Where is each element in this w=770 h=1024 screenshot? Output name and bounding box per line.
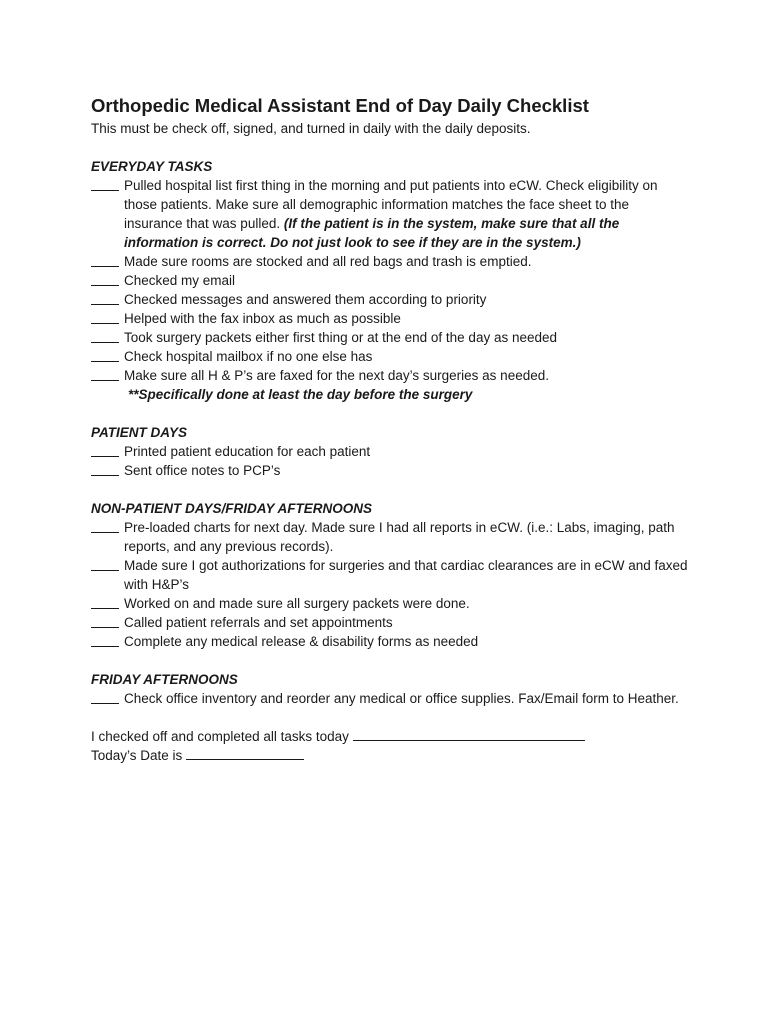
task-item [91,290,691,309]
checkbox-blank[interactable] [91,518,119,533]
task-text: Checked messages and answered them according to priority [124,292,487,307]
date-line [91,746,691,765]
page-title: Orthopedic Medical Assistant End of Day Daily Checklist [91,95,589,116]
task-text: Check hospital mailbox if no one else has [124,349,373,364]
checkbox-blank[interactable] [91,689,119,704]
task-text: Took surgery packets either first thing or at the end of the day as needed [124,330,558,345]
checkbox-blank[interactable] [91,328,119,343]
section-heading: NON-PATIENT DAYS/FRIDAY AFTERNOONS [91,501,373,516]
checkbox-blank[interactable] [91,632,119,647]
task-item [91,442,691,461]
checkbox-blank[interactable] [91,309,119,324]
checkbox-blank[interactable] [91,290,119,305]
task-item [91,556,691,594]
task-note: **Specifically done at least the day before the surgery [128,387,473,402]
section-everyday-tasks [91,157,691,404]
task-text: Pre-loaded charts for next day. Made sure I had all reports in eCW. (i.e.: Labs, imaging, path reports, and any previous records). [124,520,675,554]
completion-label: I checked off and completed all tasks today [91,729,349,744]
task-item [91,613,691,632]
task-text: Called patient referrals and set appointments [124,615,393,630]
section-patient-days [91,423,691,480]
section-heading: FRIDAY AFTERNOONS [91,672,238,687]
checkbox-blank[interactable] [91,347,119,362]
checkbox-blank[interactable] [91,461,119,476]
task-item [91,518,691,556]
task-text: Made sure rooms are stocked and all red bags and trash is emptied. [124,254,532,269]
task-text: Pulled hospital list first thing in the morning and put patients into eCW. Check eligibility on those patients. Make sure all demographic information matches the face sheet to the insurance that was pulled. [124,178,658,231]
checkbox-blank[interactable] [91,613,119,628]
task-item [91,309,691,328]
signoff-block [91,727,691,765]
task-item [91,271,691,290]
task-item [91,252,691,271]
checkbox-blank[interactable] [91,442,119,457]
task-text: Check office inventory and reorder any medical or office supplies. Fax/Email form to Heather. [124,691,679,706]
task-emphasis: (If the patient is in the system, make sure that all the information is correct. Do not just look to see if they are in the system.) [124,216,620,250]
checkbox-blank[interactable] [91,556,119,571]
section-heading: PATIENT DAYS [91,425,188,440]
date-field[interactable] [186,746,304,760]
date-label: Today’s Date is [91,748,183,763]
section-heading: EVERYDAY TASKS [91,159,213,174]
task-text: Complete any medical release & disability forms as needed [124,634,479,649]
section-non-patient-days [91,499,691,651]
checkbox-blank[interactable] [91,271,119,286]
task-item [91,347,691,366]
task-text: Worked on and made sure all surgery packets were done. [124,596,470,611]
page-subtitle: This must be check off, signed, and turned in daily with the daily deposits. [91,121,531,136]
task-text: Printed patient education for each patient [124,444,371,459]
task-item [91,632,691,651]
task-text: Checked my email [124,273,236,288]
task-item [91,594,691,613]
task-item [91,689,691,708]
task-item [91,176,691,252]
checkbox-blank[interactable] [91,252,119,267]
signature-field[interactable] [353,727,585,741]
task-item [91,366,691,385]
task-item [91,328,691,347]
task-item [91,461,691,480]
section-friday-afternoons [91,670,691,708]
task-text: Made sure I got authorizations for surgeries and that cardiac clearances are in eCW and faxed with H&P’s [124,558,688,592]
task-text: Make sure all H & P’s are faxed for the next day’s surgeries as needed. [124,368,549,383]
completion-line [91,727,691,746]
task-text: Helped with the fax inbox as much as possible [124,311,401,326]
task-text: Sent office notes to PCP’s [124,463,281,478]
checkbox-blank[interactable] [91,176,119,191]
checkbox-blank[interactable] [91,594,119,609]
checkbox-blank[interactable] [91,366,119,381]
checklist-page [91,94,691,765]
